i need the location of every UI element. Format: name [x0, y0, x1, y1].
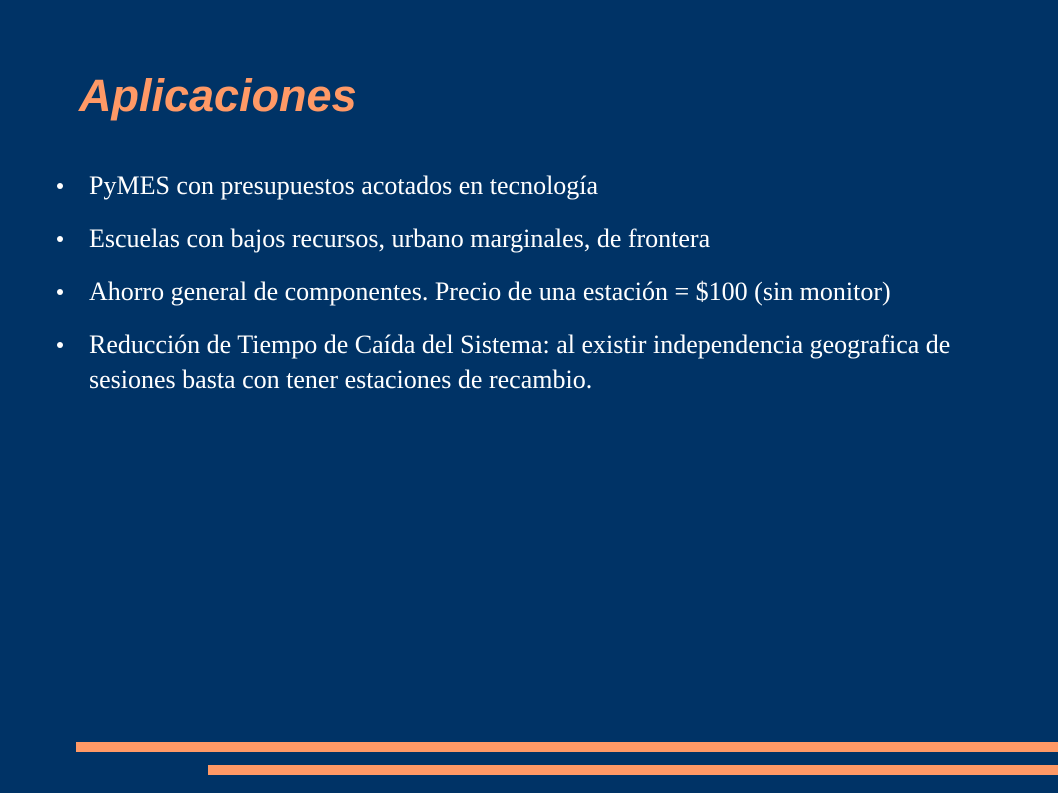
- bullet-item: [55, 327, 955, 397]
- bullet-text: Reducción de Tiempo de Caída del Sistema: al existir independencia geografica de sesiones basta con tener estaciones de recambio.: [89, 330, 951, 394]
- bullet-dot-icon: [57, 342, 63, 348]
- bullet-dot-icon: [57, 183, 63, 189]
- bullet-item: [55, 221, 955, 256]
- bullet-text: Ahorro general de componentes. Precio de una estación = $100 (sin monitor): [89, 277, 891, 306]
- decorative-stripe-top: [76, 742, 1058, 752]
- bullet-text: Escuelas con bajos recursos, urbano marginales, de frontera: [89, 224, 711, 253]
- slide-title: Aplicaciones: [79, 70, 357, 121]
- bullet-dot-icon: [57, 236, 63, 242]
- bullet-text: PyMES con presupuestos acotados en tecnología: [89, 171, 599, 200]
- bullet-item: [55, 168, 955, 203]
- decorative-stripe-bottom: [208, 765, 1058, 775]
- bullet-item: [55, 274, 955, 309]
- bullet-list: [55, 168, 955, 415]
- bullet-dot-icon: [57, 289, 63, 295]
